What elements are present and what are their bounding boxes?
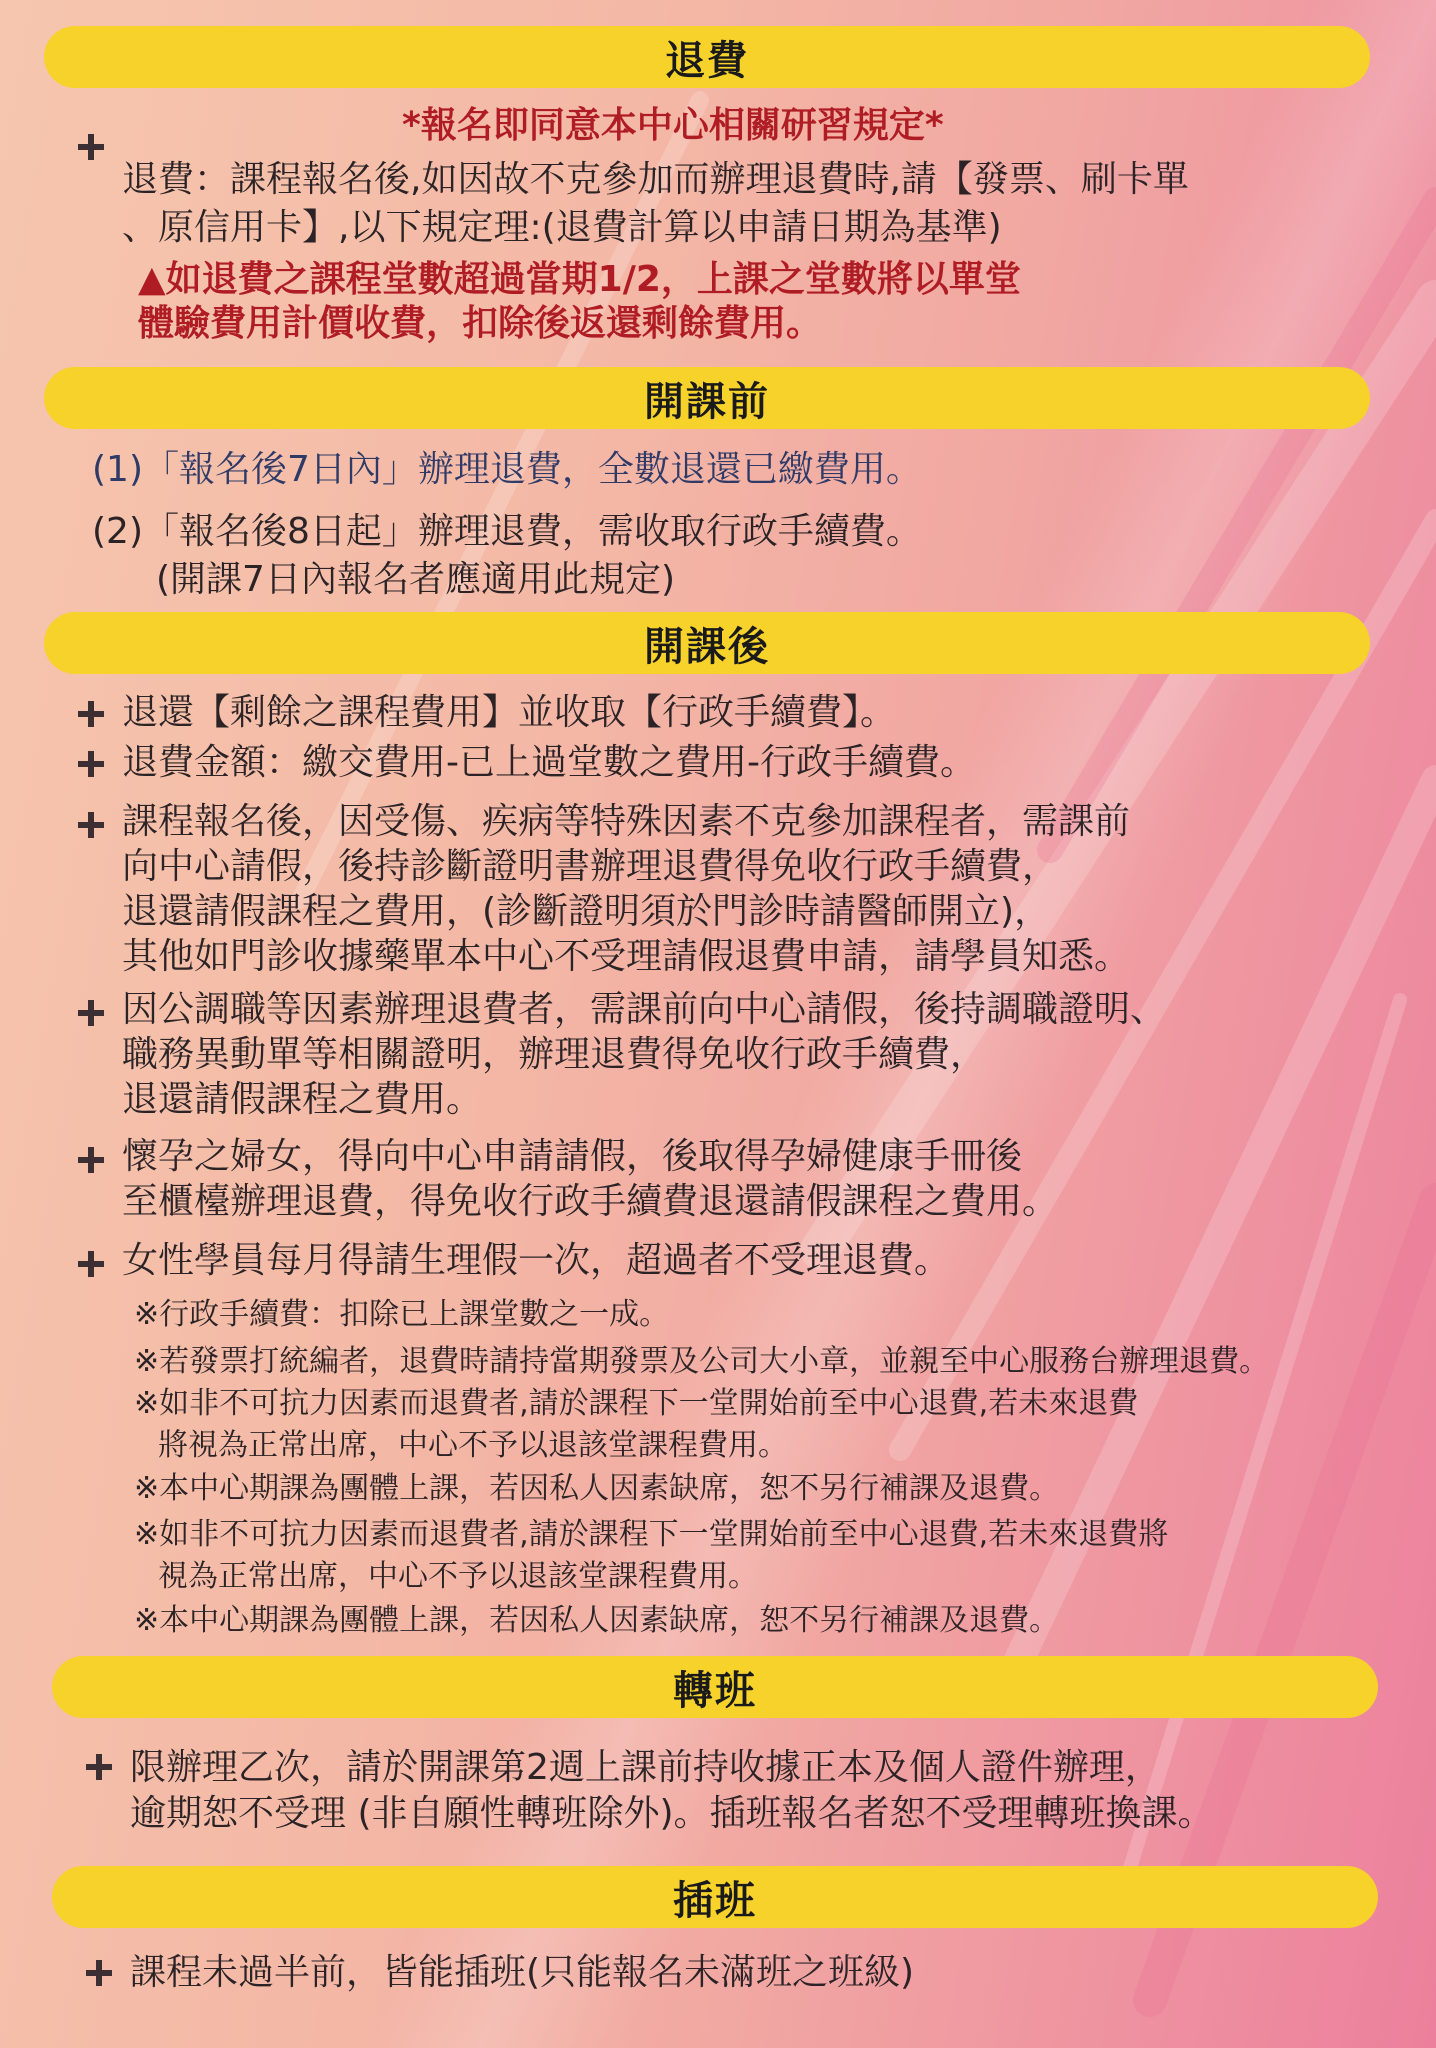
plus-icon <box>78 1251 104 1277</box>
before-class-item: (1)「報名後7日內」辦理退費，全數退還已繳費用。 <box>92 449 922 490</box>
refund-warning: ▲如退費之課程堂數超過當期1/2，上課之堂數將以單堂 <box>138 259 1021 300</box>
after-class-note: ※本中心期課為團體上課，若因私人因素缺席，恕不另行補課及退費。 <box>134 1603 1060 1638</box>
after-class-note: 將視為正常出席，中心不予以退該堂課程費用。 <box>158 1428 788 1463</box>
section-heading-before-class <box>44 367 1370 429</box>
section-heading-join <box>52 1866 1378 1928</box>
transfer-rule-line: 限辦理乙次，請於開課第2週上課前持收據正本及個人證件辦理， <box>130 1747 1161 1788</box>
transfer-rule-line: 逾期恕不受理 (非自願性轉班除外)。插班報名者恕不受理轉班換課。 <box>130 1793 1214 1834</box>
section-heading-text: 插班 <box>673 1877 757 1924</box>
plus-icon <box>86 1754 112 1780</box>
before-class-item: (2)「報名後8日起」辦理退費，需收取行政手續費。 <box>92 511 922 552</box>
after-class-bullet-line: 其他如門診收據藥單本中心不受理請假退費申請，請學員知悉。 <box>122 936 1131 977</box>
after-class-note: ※若發票打統編者，退費時請持當期發票及公司大小章，並親至中心服務台辦理退費。 <box>134 1344 1270 1379</box>
after-class-bullet-line: 向中心請假，後持診斷證明書辦理退費得免收行政手續費， <box>122 846 1059 887</box>
after-class-note: ※如非不可抗力因素而退費者,請於課程下一堂開始前至中心退費,若未來退費將 <box>134 1517 1169 1552</box>
after-class-bullet: 退費金額：繳交費用-已上過堂數之費用-行政手續費。 <box>122 742 976 783</box>
plus-icon <box>78 751 104 777</box>
refund-rule-line: 、原信用卡】,以下規定理:(退費計算以申請日期為基準) <box>122 207 1002 248</box>
plus-icon <box>78 1147 104 1173</box>
after-class-bullet-line: 退還請假課程之費用。 <box>122 1079 483 1120</box>
after-class-bullet-line: 退還請假課程之費用，(診斷證明須於門診時請醫師開立)， <box>122 891 1051 932</box>
before-class-note: (開課7日內報名者應適用此規定) <box>156 559 675 600</box>
after-class-note: ※行政手續費：扣除已上課堂數之一成。 <box>134 1297 670 1332</box>
after-class-bullet-line: 懷孕之婦女，得向中心申請請假，後取得孕婦健康手冊後 <box>122 1136 1023 1177</box>
section-heading-after-class <box>44 612 1370 674</box>
after-class-note: ※如非不可抗力因素而退費者,請於課程下一堂開始前至中心退費,若未來退費 <box>134 1386 1139 1421</box>
plus-icon <box>78 701 104 727</box>
after-class-bullet-line: 至櫃檯辦理退費，得免收行政手續費退還請假課程之費用。 <box>122 1181 1059 1222</box>
after-class-bullet: 退還【剩餘之課程費用】並收取【行政手續費】。 <box>122 692 897 733</box>
after-class-bullet-line: 因公調職等因素辦理退費者，需課前向中心請假，後持調職證明、 <box>122 989 1167 1030</box>
plus-icon <box>78 1000 104 1026</box>
section-heading-transfer <box>52 1656 1378 1718</box>
section-heading-text: 轉班 <box>673 1667 757 1714</box>
refund-notice: *報名即同意本中心相關研習規定* <box>402 105 944 146</box>
section-heading-text: 開課前 <box>644 378 770 425</box>
after-class-note: 視為正常出席，中心不予以退該堂課程費用。 <box>158 1559 758 1594</box>
section-heading-refund <box>44 26 1370 88</box>
plus-icon <box>86 1960 112 1986</box>
plus-icon <box>78 134 104 160</box>
refund-rule-line: 退費：課程報名後,如因故不克參加而辦理退費時,請【發票、刷卡單 <box>122 159 1189 200</box>
section-heading-text: 退費 <box>665 37 749 84</box>
join-rule-line: 課程未過半前，皆能插班(只能報名未滿班之班級) <box>130 1952 915 1993</box>
plus-icon <box>78 812 104 838</box>
after-class-bullet-line: 課程報名後，因受傷、疾病等特殊因素不克參加課程者，需課前 <box>122 801 1131 842</box>
section-heading-text: 開課後 <box>644 623 770 670</box>
after-class-bullet: 女性學員每月得請生理假一次，超過者不受理退費。 <box>122 1240 951 1281</box>
refund-warning: 體驗費用計價收費，扣除後返還剩餘費用。 <box>138 303 823 344</box>
after-class-bullet-line: 職務異動單等相關證明，辦理退費得免收行政手續費， <box>122 1034 987 1075</box>
after-class-note: ※本中心期課為團體上課，若因私人因素缺席，恕不另行補課及退費。 <box>134 1471 1060 1506</box>
